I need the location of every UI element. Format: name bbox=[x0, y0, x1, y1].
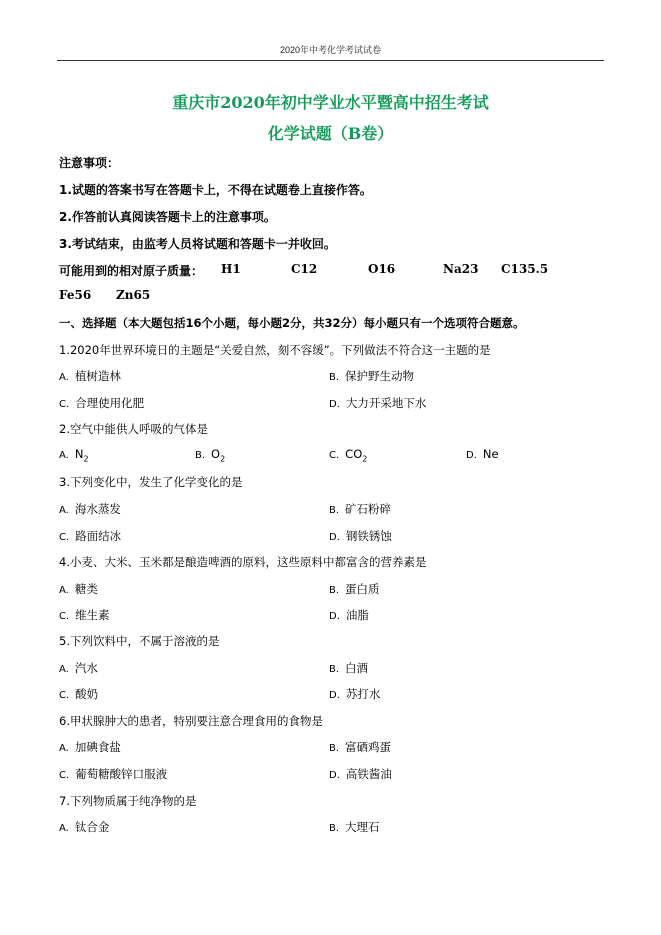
option-letter: A. bbox=[59, 823, 69, 834]
option-text: 油脂 bbox=[345, 608, 369, 622]
option-letter: D. bbox=[466, 450, 477, 461]
option-text: 维生素 bbox=[75, 608, 110, 622]
option-letter: A. bbox=[59, 372, 69, 383]
option-letter: C. bbox=[59, 611, 70, 622]
option-letter: D. bbox=[329, 611, 340, 622]
atomic-mass-label: 可能用到的相对原子质量： bbox=[59, 264, 204, 278]
option-a bbox=[59, 368, 121, 384]
atomic-mass-value: Fe56 bbox=[59, 288, 92, 302]
option-text: 酸奶 bbox=[75, 687, 99, 701]
option-letter: A. bbox=[59, 664, 69, 675]
formula-subscript: 2 bbox=[83, 454, 89, 464]
exam-title: 重庆市2020年初中学业水平暨高中招生考试 bbox=[172, 93, 489, 112]
option-b bbox=[195, 447, 225, 463]
option-letter: B. bbox=[195, 450, 206, 461]
option-letter: D. bbox=[329, 532, 340, 543]
question-stem: 3.下列变化中，发生了化学变化的是 bbox=[59, 475, 243, 489]
option-c bbox=[59, 528, 121, 544]
formula-base: CO bbox=[345, 447, 363, 461]
option-c bbox=[59, 395, 144, 411]
option-text: 钢铁锈蚀 bbox=[345, 529, 392, 543]
question-stem: 7.下列物质属于纯净物的是 bbox=[59, 794, 197, 808]
section-heading: 一、选择题（本大题包括16个小题，每小题2分，共32分）每小题只有一个选项符合题意。 bbox=[59, 316, 525, 330]
option-text: 合理使用化肥 bbox=[75, 396, 145, 410]
option-text: 钛合金 bbox=[74, 820, 110, 834]
atomic-mass-value: C12 bbox=[291, 262, 318, 276]
option-text: 汽水 bbox=[74, 661, 98, 675]
option-text: 路面结冰 bbox=[75, 529, 122, 543]
option-letter: A. bbox=[59, 450, 69, 461]
formula-base: Ne bbox=[482, 447, 499, 461]
question-stem: 2.空气中能供人呼吸的气体是 bbox=[59, 422, 208, 436]
option-letter: D. bbox=[329, 399, 340, 410]
exam-subtitle: 化学试题（B卷） bbox=[267, 124, 394, 143]
option-b bbox=[329, 739, 391, 755]
option-d bbox=[466, 447, 499, 461]
option-letter: C. bbox=[59, 399, 70, 410]
question-stem: 4.小麦、大米、玉米都是酿造啤酒的原料，这些原料中都富含的营养素是 bbox=[59, 555, 427, 569]
option-d bbox=[329, 766, 392, 782]
option-text: 保护野生动物 bbox=[345, 369, 415, 383]
option-text: 高铁酱油 bbox=[345, 767, 392, 781]
formula-subscript: 2 bbox=[362, 454, 368, 464]
option-c bbox=[59, 766, 167, 782]
option-text: 富硒鸡蛋 bbox=[345, 740, 392, 754]
option-letter: A. bbox=[59, 743, 69, 754]
atomic-mass-value: Zn65 bbox=[116, 288, 151, 302]
note-item: 3.考试结束，由监考人员将试题和答题卡一并收回。 bbox=[59, 237, 336, 251]
option-b bbox=[329, 368, 414, 384]
option-c bbox=[59, 686, 98, 702]
option-d bbox=[329, 607, 369, 623]
option-a bbox=[59, 501, 121, 517]
option-letter: D. bbox=[329, 690, 340, 701]
atomic-mass-value: Na23 bbox=[443, 262, 479, 276]
option-letter: C. bbox=[329, 450, 340, 461]
option-letter: B. bbox=[329, 505, 340, 516]
option-b bbox=[329, 819, 380, 835]
option-text: 苏打水 bbox=[345, 687, 381, 701]
option-d bbox=[329, 528, 392, 544]
formula-base: N bbox=[74, 447, 84, 461]
option-letter: B. bbox=[329, 372, 340, 383]
option-text: 加碘食盐 bbox=[74, 740, 121, 754]
option-letter: C. bbox=[59, 690, 70, 701]
option-letter: C. bbox=[59, 532, 70, 543]
option-letter: B. bbox=[329, 823, 340, 834]
option-letter: B. bbox=[329, 585, 340, 596]
option-text: 大理石 bbox=[345, 820, 380, 834]
option-text: 白酒 bbox=[345, 661, 369, 675]
page-header: 2020年中考化学考试试卷 bbox=[279, 45, 382, 55]
option-text: 矿石粉碎 bbox=[345, 502, 392, 516]
option-c bbox=[59, 607, 110, 623]
option-a bbox=[59, 819, 109, 835]
option-letter: C. bbox=[59, 770, 70, 781]
option-a bbox=[59, 739, 121, 755]
option-text: 葡萄糖酸锌口服液 bbox=[75, 767, 168, 781]
option-c bbox=[329, 447, 367, 463]
note-item: 2.作答前认真阅读答题卡上的注意事项。 bbox=[59, 210, 276, 224]
option-a bbox=[59, 660, 98, 676]
option-a bbox=[59, 581, 98, 597]
option-text: 植树造林 bbox=[74, 369, 121, 383]
notes-heading: 注意事项： bbox=[59, 156, 120, 170]
question-stem: 1.2020年世界环境日的主题是“关爱自然，刻不容缓”。下列做法不符合这一主题的是 bbox=[59, 343, 491, 357]
option-text: 糖类 bbox=[74, 582, 98, 596]
option-letter: D. bbox=[329, 770, 340, 781]
option-a bbox=[59, 447, 89, 463]
option-text: 大力开采地下水 bbox=[345, 396, 427, 410]
option-text: 蛋白质 bbox=[345, 582, 380, 596]
option-letter: A. bbox=[59, 585, 69, 596]
note-item: 1.试题的答案书写在答题卡上，不得在试题卷上直接作答。 bbox=[59, 183, 372, 197]
atomic-mass-value: C135.5 bbox=[501, 262, 549, 276]
question-stem: 6.甲状腺肿大的患者，特别要注意合理食用的食物是 bbox=[59, 714, 323, 728]
option-letter: B. bbox=[329, 664, 340, 675]
option-b bbox=[329, 581, 380, 597]
atomic-mass-value: O16 bbox=[368, 262, 396, 276]
option-b bbox=[329, 501, 391, 517]
option-d bbox=[329, 395, 426, 411]
option-letter: B. bbox=[329, 743, 340, 754]
option-b bbox=[329, 660, 368, 676]
formula-base: O bbox=[211, 447, 221, 461]
option-letter: A. bbox=[59, 505, 69, 516]
question-stem: 5.下列饮料中，不属于溶液的是 bbox=[59, 634, 220, 648]
header-rule bbox=[57, 60, 604, 61]
option-d bbox=[329, 686, 380, 702]
option-text: 海水蒸发 bbox=[74, 502, 121, 516]
formula-subscript: 2 bbox=[220, 454, 226, 464]
atomic-mass-value: H1 bbox=[221, 262, 241, 276]
